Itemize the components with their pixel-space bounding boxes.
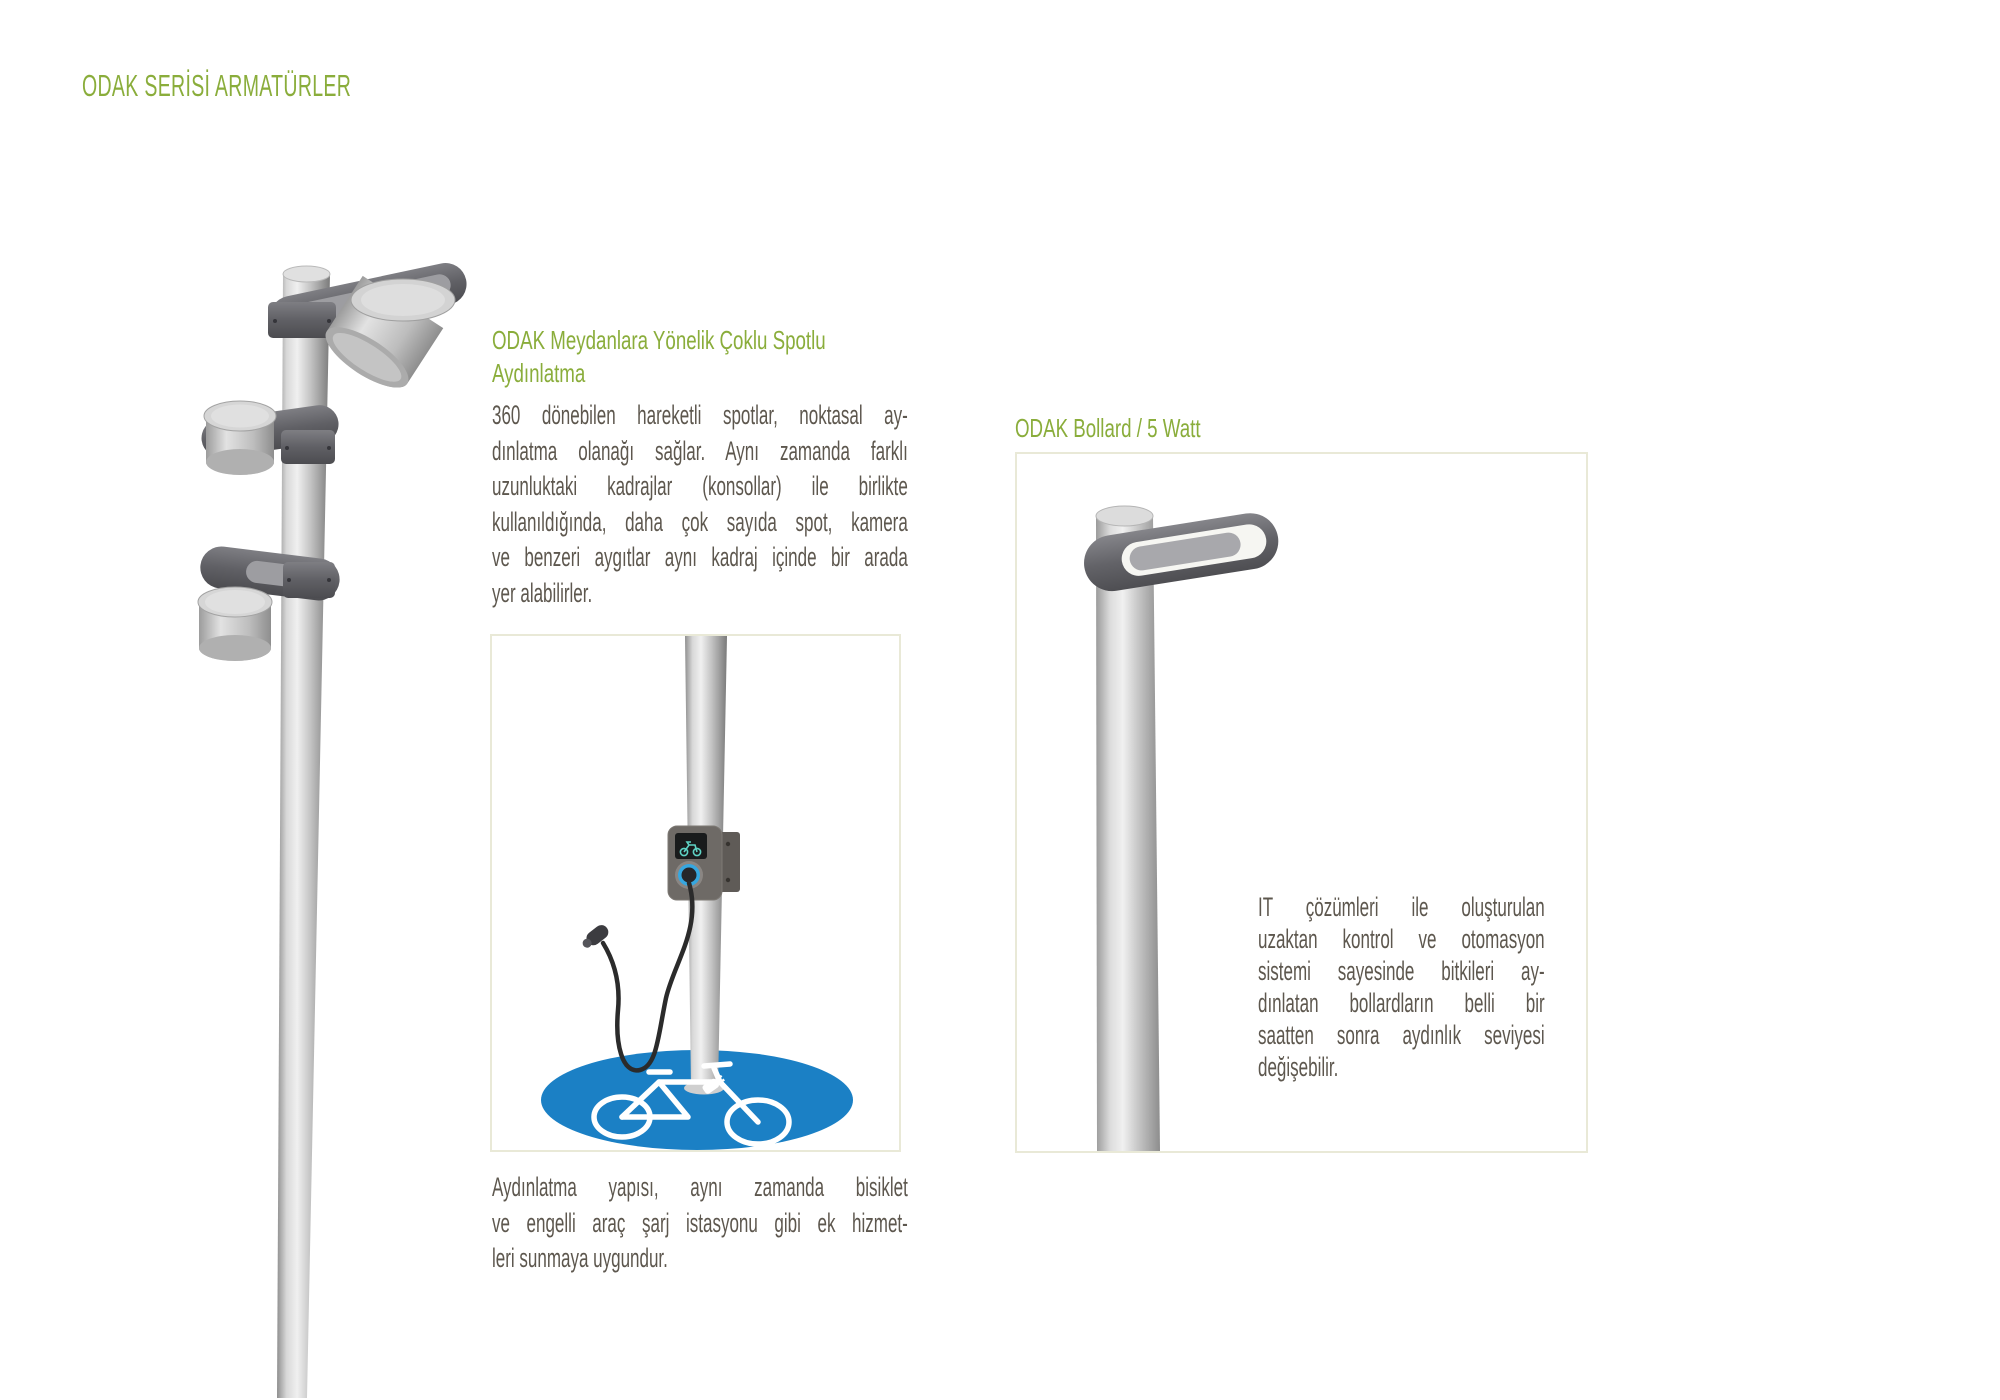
heading-line: ODAK Meydanlara Yönelik Çoklu Spotlu: [492, 325, 826, 355]
bollard-figure-box: [1015, 452, 1588, 1153]
spotlight: [198, 587, 272, 661]
bollard-heading: ODAK Bollard / 5 Watt: [1015, 413, 1201, 443]
text-line: ve benzeri aygıtlar aynı kadraj içinde bir arada: [492, 542, 908, 572]
spotlight-bracket-middle: [199, 401, 341, 475]
text-line: değişebilir.: [1258, 1052, 1339, 1082]
text-line: saatten sonra aydınlık seviyesi: [1258, 1020, 1545, 1050]
bollard-paragraph: [1258, 891, 1545, 1083]
pole-cap: [283, 266, 330, 282]
pole: [1096, 516, 1160, 1151]
heading-line: Aydınlatma: [492, 358, 586, 388]
charging-cable: [603, 883, 692, 1070]
text-line: dınlatma olanağı sağlar. Aynı zamanda farklı: [492, 435, 908, 466]
bike-charging-figure-box: [490, 634, 901, 1152]
charging-screen: [675, 833, 707, 859]
text-line: kullanıldığında, daha çok sayıda spot, kamera: [492, 506, 908, 537]
text-line: IT çözümleri ile oluşturulan: [1258, 892, 1545, 922]
multi-spot-pole-figure: [150, 258, 470, 1398]
bike-charging-figure: [492, 636, 899, 1150]
text-line: dınlatan bollardların belli bir: [1258, 988, 1545, 1018]
page-title: ODAK SERİSİ ARMATÜRLER: [82, 68, 352, 103]
text-line: 360 dönebilen hareketli spotlar, noktasal ay-: [492, 400, 908, 430]
text-line: leri sunmaya uygundur.: [492, 1243, 668, 1273]
text-line: ve engelli araç şarj istasyonu gibi ek hizmet-: [492, 1207, 908, 1238]
text-line: Aydınlatma yapısı, aynı zamanda bisiklet: [492, 1172, 908, 1202]
text-line: uzunluktaki kadrajlar (konsollar) ile birlikte: [492, 471, 908, 501]
multi-spot-caption: [492, 1170, 908, 1277]
multi-spot-heading: [492, 324, 895, 390]
text-line: sistemi sayesinde bitkileri ay-: [1258, 956, 1545, 986]
spotlight: [204, 401, 276, 475]
text-line: uzaktan kontrol ve otomasyon: [1258, 924, 1545, 954]
multi-spot-paragraph: [492, 398, 908, 611]
charging-unit: [668, 826, 740, 900]
pole-cap: [1096, 506, 1153, 526]
text-line: yer alabilirler.: [492, 577, 593, 608]
